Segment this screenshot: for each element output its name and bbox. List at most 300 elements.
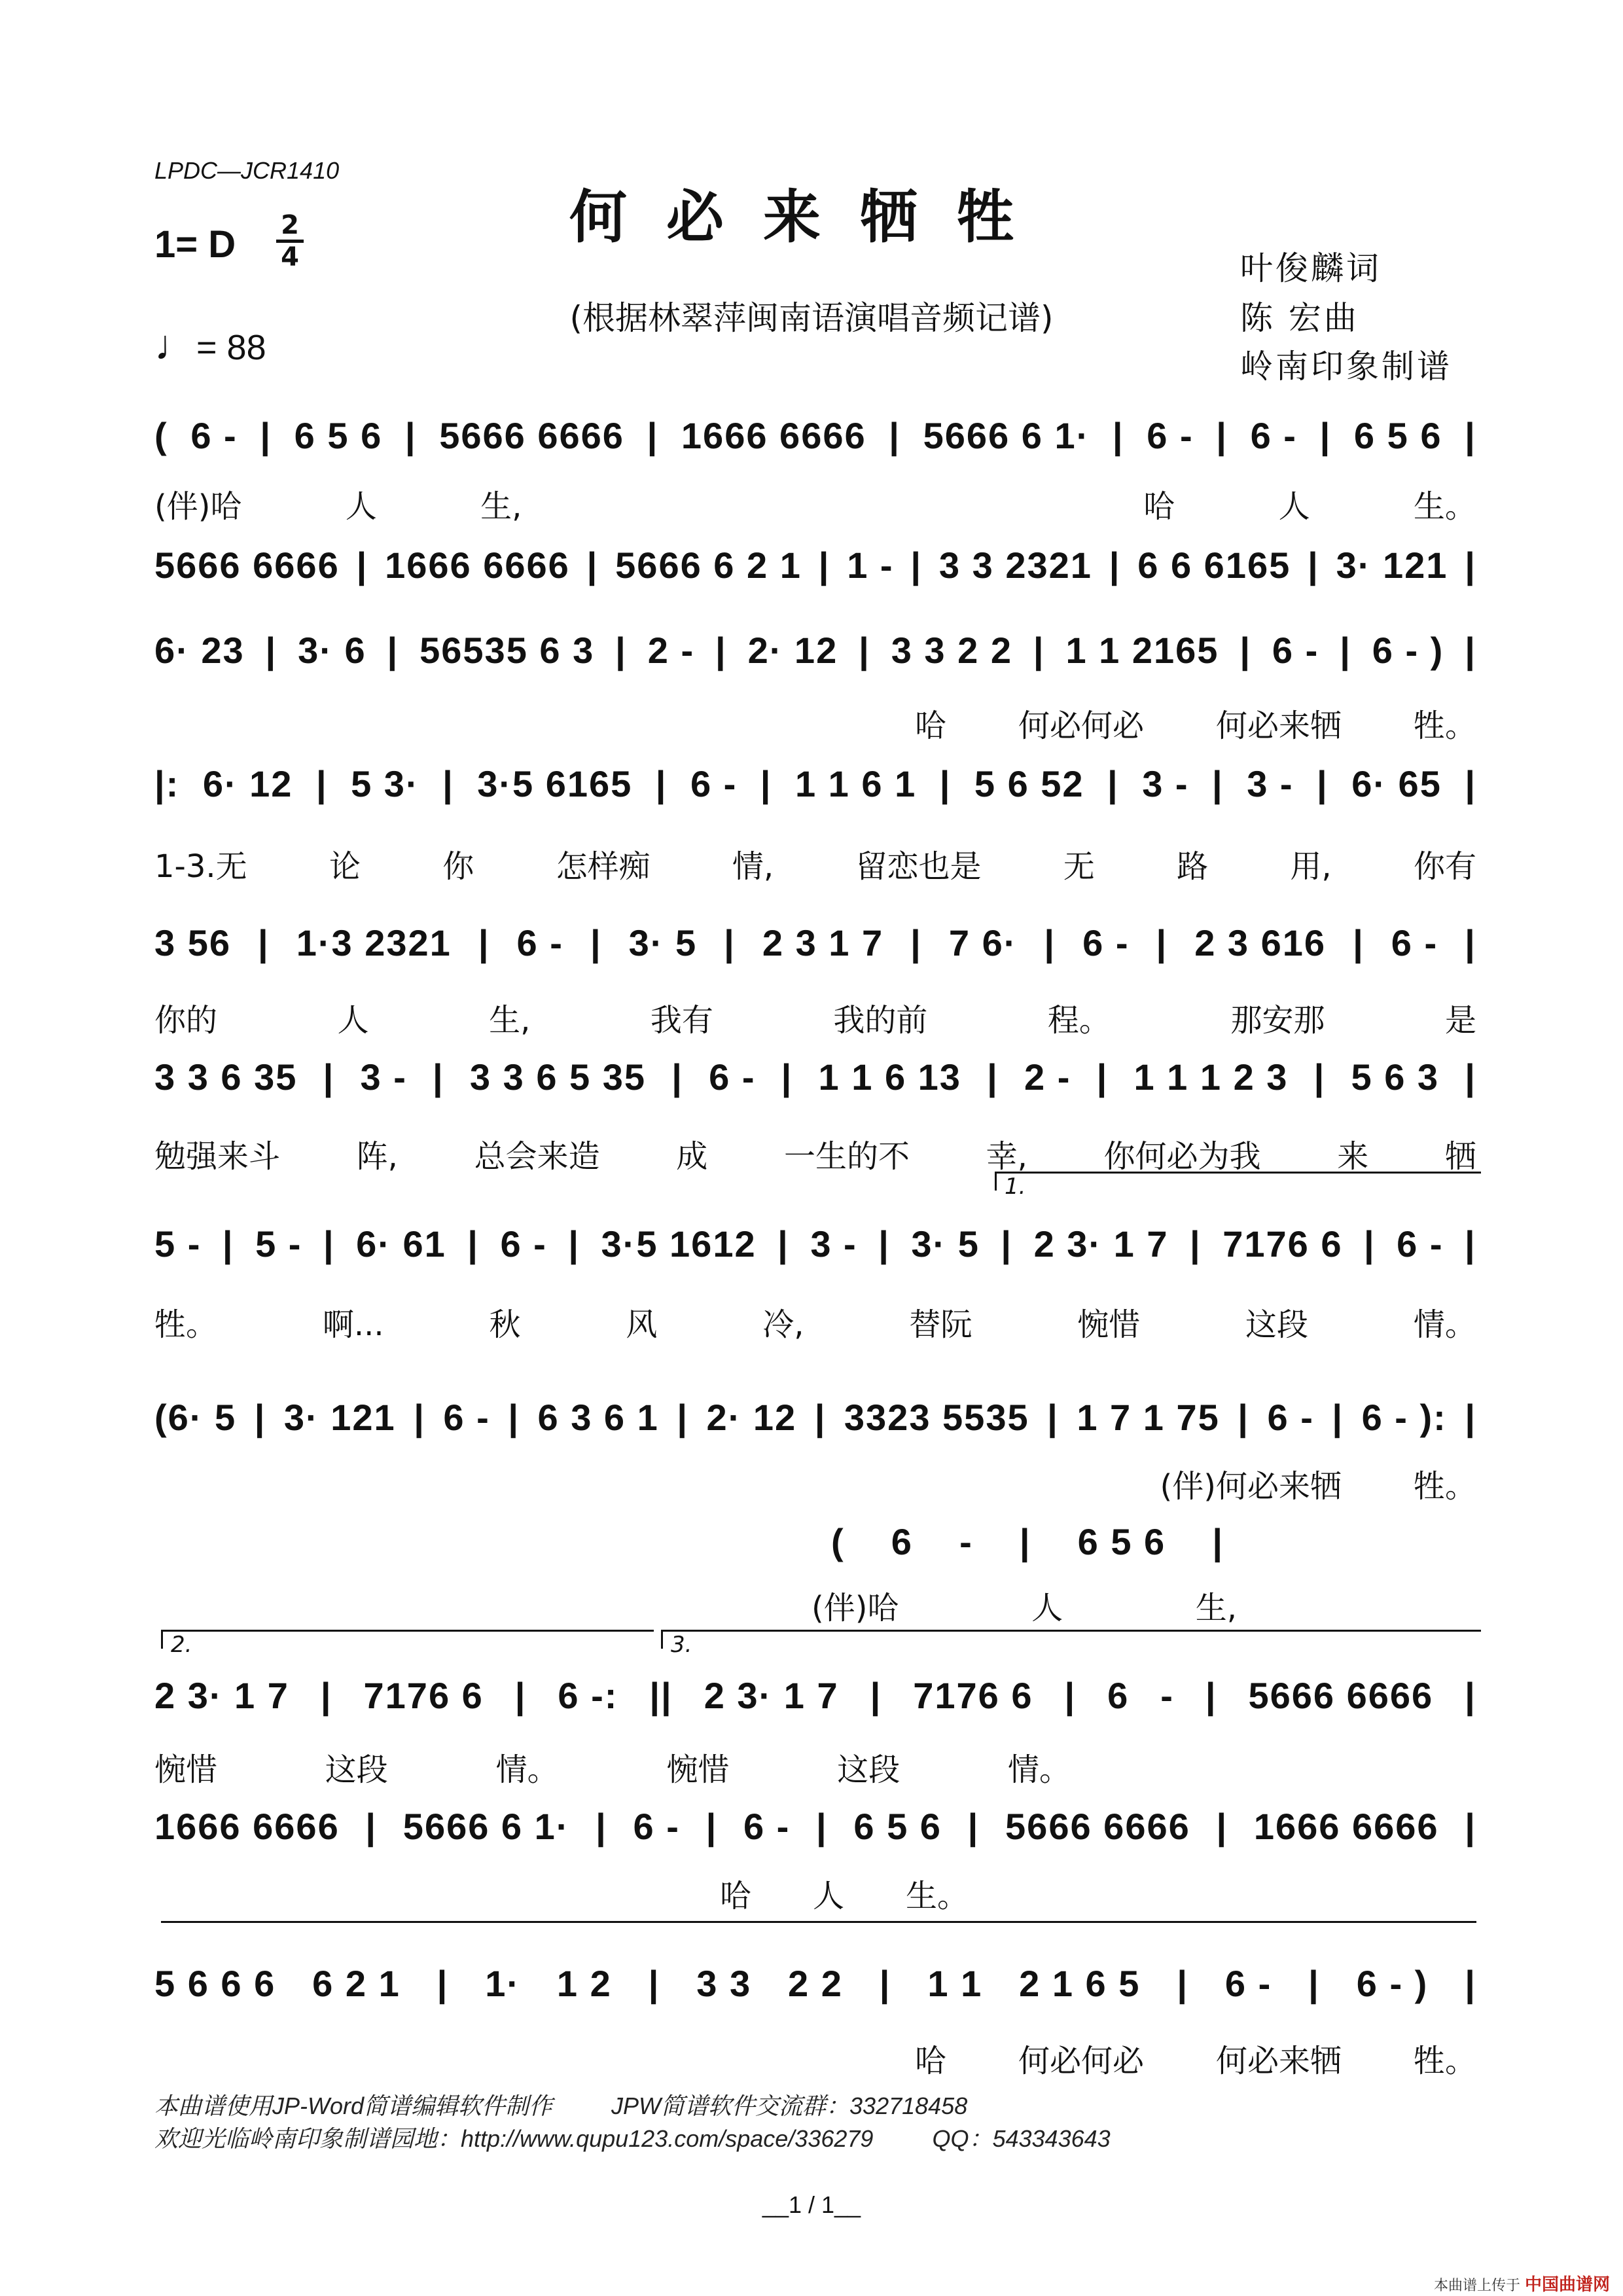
lyric-word: 来: [1337, 1138, 1369, 1175]
barline: |: [356, 544, 368, 586]
tempo-value: = 88: [196, 328, 266, 367]
barline: |: [254, 1396, 266, 1438]
score-row-9: [831, 1512, 1224, 1571]
note-group: 6 -: [1147, 414, 1194, 456]
lyric-word: 无: [1063, 848, 1095, 885]
note-group: 7176 6: [913, 1674, 1033, 1716]
group-credit: JPW简谱软件交流群：332718458: [611, 2092, 968, 2119]
lyric-word: 幸,: [986, 1138, 1027, 1175]
lyric-word: 何必何必: [1018, 708, 1144, 744]
lyrics-row-4: [154, 841, 1476, 886]
lyric-word: 人: [345, 488, 377, 525]
note-group: 3· 121: [283, 1396, 396, 1438]
note-group: 5666 6 1·: [923, 414, 1090, 456]
lyrics-row-1: [154, 481, 1476, 526]
final-bracket: [161, 1921, 1476, 1940]
lyric-word: 阵,: [356, 1138, 398, 1175]
barline: |: [442, 762, 454, 804]
lyric-word: 生,: [1195, 1590, 1237, 1626]
barline: |: [705, 1805, 718, 1847]
barline: |: [514, 1674, 527, 1716]
barline: |: [320, 1674, 332, 1716]
notes-row-9: [831, 1520, 1224, 1563]
notes-row-5: [154, 922, 1476, 964]
barline: |: [1001, 1223, 1013, 1265]
note-group: 7176 6: [363, 1674, 484, 1716]
lyric-word: 人: [337, 1002, 369, 1039]
note-group: 2 2: [788, 1962, 843, 2004]
lyric-word: 冷,: [762, 1306, 804, 1343]
barline: |: [1212, 762, 1224, 804]
lyric-word: 替阮: [909, 1306, 972, 1343]
lyric-word: 总会来造: [474, 1138, 600, 1175]
note-group: (: [154, 414, 168, 456]
score-row-1: [154, 406, 1476, 465]
note-group: 6 5 6: [1353, 414, 1442, 456]
lyric-word: 你: [442, 848, 474, 885]
page-number: __1 / 1__: [762, 2191, 861, 2218]
volta-3: 3.: [661, 1630, 1481, 1649]
note-group: 6: [891, 1520, 913, 1562]
barline: |: [910, 922, 922, 963]
note-group: 5 -: [154, 1223, 202, 1265]
barline: |: [323, 1056, 335, 1098]
note-group: 1 1 6 1: [794, 762, 917, 804]
barline: |: [870, 1674, 882, 1716]
note-group: 6 3 6 1: [537, 1396, 659, 1438]
note-group: 5 6 3: [1351, 1056, 1440, 1098]
note-group: 3 3 6 5 35: [469, 1056, 647, 1098]
note-group: 6 -: [690, 762, 738, 804]
barline: |: [1465, 544, 1476, 586]
lyric-word: 何必何必: [1018, 2043, 1144, 2079]
barline: |: [222, 1223, 234, 1265]
barline: |: [1465, 1962, 1476, 2004]
notes-row-12: [154, 1962, 1476, 2005]
lyric-word: 牲。: [1413, 2043, 1476, 2079]
note-group: 6 -: [1082, 922, 1130, 963]
barline: |: [387, 629, 399, 671]
barline: |: [1308, 1962, 1320, 2004]
lyric-word: 留恋也是: [855, 848, 982, 885]
barline: |: [590, 922, 602, 963]
barline: |: [1216, 414, 1228, 456]
notes-row-4: [154, 762, 1476, 805]
lyric-word: 人: [1031, 1590, 1063, 1626]
volta-2: 2.: [161, 1630, 654, 1649]
lyric-word: 牲。: [1413, 708, 1476, 744]
lyric-word: 生。: [905, 1878, 969, 1914]
note-group: 5 -: [255, 1223, 302, 1265]
note-group: 1 7 1 75: [1077, 1396, 1220, 1438]
lyrics-row-12: [154, 2036, 1476, 2081]
note-group: 5666 6666: [439, 414, 624, 456]
lyric-word: 牲。: [154, 1306, 218, 1343]
note-group: 5666 6 1·: [402, 1805, 570, 1847]
lyric-word: 路: [1177, 848, 1209, 885]
barline: |: [1109, 544, 1121, 586]
barline: |: [1044, 922, 1056, 963]
lyric-word: 风: [626, 1306, 658, 1343]
barline: |: [1107, 762, 1119, 804]
lyric-word: 牲。: [1413, 1468, 1476, 1505]
barline: |: [568, 1223, 580, 1265]
note-group: 3 -: [1142, 762, 1189, 804]
barline: |: [724, 922, 736, 963]
barline: |: [478, 922, 490, 963]
note-group: 1 -: [847, 544, 894, 586]
footer-line-1: [154, 2088, 967, 2121]
barline: |: [1033, 629, 1045, 671]
barline: |: [414, 1396, 425, 1438]
note-group: 3 -: [1247, 762, 1294, 804]
note-group: 1 1 2165: [1065, 629, 1219, 671]
barline: |: [859, 629, 870, 671]
barline: |: [760, 762, 772, 804]
barline: |: [1465, 1056, 1476, 1098]
barline: |: [967, 1805, 980, 1847]
lyric-word: 情,: [732, 848, 774, 885]
note-group: 3·5 6165: [477, 762, 633, 804]
lyric-word: 情。: [1413, 1306, 1476, 1343]
note-group: 5666 6666: [1005, 1805, 1190, 1847]
barline: |: [1096, 1056, 1109, 1098]
note-group: 5 6 6 6: [154, 1962, 276, 2004]
lyric-word: 人: [1278, 488, 1310, 525]
barline: |:: [154, 762, 180, 804]
note-group: 6· 12: [202, 762, 293, 804]
note-group: 3 3 2321: [938, 544, 1092, 586]
barline: |: [1465, 1223, 1476, 1265]
note-group: 6 5 6: [853, 1805, 942, 1847]
note-group: 6 -: [1250, 414, 1297, 456]
lyric-word: 哈: [720, 1878, 752, 1914]
barline: |: [1465, 922, 1476, 963]
barline: |: [615, 629, 627, 671]
barline: |: [433, 1056, 444, 1098]
qq-credit: QQ：543343643: [932, 2125, 1111, 2152]
lyric-word: 生。: [1413, 488, 1476, 525]
quarter-note-icon: ♩: [154, 321, 196, 368]
note-group: 3 3 6 35: [154, 1056, 298, 1098]
note-group: 2 3· 1 7: [1033, 1223, 1169, 1265]
barline: |: [1465, 1674, 1476, 1716]
lyric-word: 何必来牺: [1215, 2043, 1342, 2079]
lyric-word: 秋: [489, 1306, 521, 1343]
software-credit: 本曲谱使用JP-Word简谱编辑软件制作: [154, 2092, 553, 2119]
barline: |: [715, 629, 727, 671]
barline: ||: [649, 1674, 673, 1716]
note-group: (6· 5: [154, 1396, 237, 1438]
barline: |: [814, 1396, 827, 1438]
score-row-10: [154, 1666, 1476, 1725]
lyric-word: 啊...: [322, 1306, 384, 1343]
lyrics-row-9: [812, 1583, 1237, 1628]
lyric-word: 何必来牺: [1215, 708, 1342, 744]
notes-row-7: [154, 1223, 1476, 1265]
lyrics-row-3: [154, 700, 1476, 745]
barline: |: [1340, 629, 1351, 671]
barline: |: [1216, 1805, 1228, 1847]
barline: |: [1238, 1396, 1249, 1438]
score-row-3: [154, 620, 1476, 679]
subtitle: (根据林翠萍闽南语演唱音频记谱): [569, 299, 1054, 337]
note-group: 6 -:: [558, 1674, 618, 1716]
note-group: 3 56: [154, 922, 231, 963]
time-bottom: 4: [281, 242, 299, 272]
note-group: 6 -: [633, 1805, 680, 1847]
barline: |: [889, 414, 901, 456]
barline: |: [260, 414, 272, 456]
lyric-word: 1-3.无: [154, 848, 247, 885]
lyric-word: 一生的不: [783, 1138, 910, 1175]
barline: |: [365, 1805, 378, 1847]
volta-1: 1.: [995, 1172, 1481, 1191]
barline: |: [1308, 544, 1319, 586]
key-signature: 1= D: [154, 223, 236, 266]
note-group: 2 -: [1024, 1056, 1071, 1098]
lyric-word: 这段: [837, 1751, 901, 1788]
note-group: 3·5 1612: [601, 1223, 757, 1265]
note-group: 2 3· 1 7: [704, 1674, 839, 1716]
note-group: 1 1: [927, 1962, 983, 2004]
note-group: 2 3 1 7: [762, 922, 884, 963]
score-row-4: [154, 754, 1476, 813]
note-group: 5 6 52: [974, 762, 1084, 804]
song-title: 何必来牺牲: [569, 183, 1054, 251]
lyric-word: 惋惜: [666, 1751, 730, 1788]
score-row-12: [154, 1954, 1476, 2013]
footer-line-2: [154, 2121, 1111, 2154]
note-group: 6 - ): [1356, 1962, 1429, 2004]
barline: |: [1205, 1674, 1217, 1716]
note-group: 6: [1107, 1674, 1130, 1716]
lyric-word: 勉强来斗: [154, 1138, 281, 1175]
note-group: 5666 6666: [1248, 1674, 1434, 1716]
barline: |: [987, 1056, 999, 1098]
note-group: 6· 61: [356, 1223, 446, 1265]
lyric-word: 哈: [1143, 488, 1175, 525]
barline: |: [655, 762, 668, 804]
score-row-6: [154, 1047, 1476, 1106]
score-row-5: [154, 913, 1476, 972]
note-group: 6 5 6: [1077, 1520, 1166, 1562]
note-group: (: [831, 1520, 845, 1562]
barline: |: [1212, 1520, 1224, 1562]
barline: |: [1156, 922, 1168, 963]
notes-row-2: [154, 544, 1476, 586]
barline: |: [818, 544, 830, 586]
note-group: 6 -: [743, 1805, 791, 1847]
note-group: 3 3: [696, 1962, 752, 2004]
lyric-word: 情。: [1007, 1751, 1071, 1788]
note-group: 5666 6 2 1: [615, 544, 802, 586]
note-group: 3 -: [360, 1056, 407, 1098]
barline: |: [1019, 1520, 1031, 1562]
note-group: 2 3· 1 7: [154, 1674, 289, 1716]
notes-row-8: [154, 1396, 1476, 1439]
note-group: 3· 121: [1336, 544, 1448, 586]
lyric-word: 那安那: [1230, 1002, 1325, 1039]
lyric-word: 你有: [1413, 848, 1476, 885]
barline: |: [777, 1223, 789, 1265]
note-group: 1 1 1 2 3: [1133, 1056, 1289, 1098]
lyric-word: (伴)哈: [812, 1590, 899, 1626]
score-row-7: [154, 1214, 1476, 1273]
lyrics-row-11: [720, 1871, 969, 1916]
note-group: 56535 6 3: [419, 629, 595, 671]
barline: |: [323, 1223, 335, 1265]
barline: |: [878, 1223, 890, 1265]
barline: |: [647, 414, 659, 456]
score-row-8: [154, 1388, 1476, 1446]
note-group: 1666 6666: [385, 544, 570, 586]
barline: |: [315, 762, 328, 804]
notes-row-11: [154, 1805, 1476, 1848]
notes-row-6: [154, 1056, 1476, 1098]
lyric-word: 哈: [914, 708, 946, 744]
note-group: 2· 12: [747, 629, 838, 671]
lyric-word: 论: [329, 848, 361, 885]
note-group: 3· 5: [911, 1223, 980, 1265]
note-group: 1 2: [556, 1962, 612, 2004]
note-group: 6 -: [443, 1396, 490, 1438]
note-group: 1·: [485, 1962, 521, 2004]
barline: |: [939, 762, 952, 804]
site-logo: 中国曲谱网: [1524, 2275, 1610, 2295]
note-group: -: [959, 1520, 973, 1562]
note-group: 3 -: [810, 1223, 857, 1265]
time-signature: [274, 211, 306, 272]
barline: |: [1353, 922, 1364, 963]
barline: |: [1465, 629, 1476, 671]
lyric-word: 情。: [495, 1751, 559, 1788]
notes-row-3: [154, 629, 1476, 672]
time-top: 2: [281, 210, 299, 240]
lyrics-row-7: [154, 1299, 1476, 1344]
lyric-word: 牺: [1444, 1138, 1476, 1175]
note-group: 1·3 2321: [296, 922, 452, 963]
lyric-word: 这段: [1245, 1306, 1309, 1343]
note-group: 6 -: [1391, 922, 1438, 963]
note-group: 7176 6: [1222, 1223, 1343, 1265]
note-group: 3· 6: [298, 629, 366, 671]
note-group: 6 -: [500, 1223, 547, 1265]
lyric-word: 哈: [914, 2043, 946, 2079]
lyric-word: 生,: [489, 1002, 531, 1039]
barline: |: [1317, 762, 1329, 804]
barline: |: [1064, 1674, 1077, 1716]
lyric-word: 人: [812, 1878, 844, 1914]
lyric-word: (伴)何必来牺: [1160, 1468, 1342, 1505]
lyric-word: 你的: [154, 1002, 218, 1039]
note-group: 1 1 6 13: [818, 1056, 961, 1098]
barline: |: [1047, 1396, 1059, 1438]
note-group: 6 - ):: [1361, 1396, 1447, 1438]
lyric-word: 怎样痴: [556, 848, 651, 885]
note-group: 5666 6666: [154, 544, 340, 586]
note-group: 6 -: [516, 922, 563, 963]
barline: |: [648, 1962, 660, 2004]
notes-row-10: [154, 1674, 1476, 1717]
lyric-word: 成: [676, 1138, 708, 1175]
note-group: 2 3 616: [1194, 922, 1327, 963]
barline: |: [265, 629, 277, 671]
barline: |: [596, 1805, 607, 1847]
note-group: 6· 65: [1351, 762, 1442, 804]
lyrics-row-8: [154, 1461, 1476, 1506]
barline: |: [258, 922, 270, 963]
barline: |: [816, 1805, 828, 1847]
barline: |: [467, 1223, 479, 1265]
score-row-11: [154, 1797, 1476, 1856]
note-group: 6 -: [1224, 1962, 1272, 2004]
note-group: 5 3·: [351, 762, 419, 804]
lyrics-row-10: [154, 1744, 1071, 1789]
lyric-word: 我的前: [833, 1002, 928, 1039]
lyricist-credit: 叶俊麟词: [1240, 249, 1382, 287]
barline: |: [879, 1962, 891, 2004]
note-group: 2 1 6 5: [1019, 1962, 1141, 2004]
barline: |: [437, 1962, 449, 2004]
note-group: 3323 5535: [844, 1396, 1029, 1438]
barline: |: [1190, 1223, 1202, 1265]
note-group: 3· 5: [628, 922, 698, 963]
barline: |: [1465, 1805, 1476, 1847]
note-group: 1666 6666: [681, 414, 866, 456]
lyric-word: 惋惜: [1077, 1306, 1141, 1343]
barline: |: [1177, 1962, 1188, 2004]
notes-row-1: [154, 414, 1476, 457]
note-group: 7 6·: [948, 922, 1018, 963]
note-group: 6 -: [190, 414, 238, 456]
lyrics-row-6: [154, 1131, 1476, 1176]
barline: |: [910, 544, 923, 586]
note-group: 1666 6666: [154, 1805, 340, 1847]
barline: |: [1465, 1396, 1476, 1438]
note-group: 6 2 1: [312, 1962, 401, 2004]
note-group: 6 - ): [1372, 629, 1444, 671]
barline: |: [781, 1056, 793, 1098]
arranger-credit: 岭南印象制谱: [1240, 348, 1452, 386]
composer-credit: 陈 宏曲: [1240, 299, 1359, 337]
note-group: 3 3 2 2: [891, 629, 1012, 671]
note-group: 2 -: [647, 629, 695, 671]
lyric-word: 我有: [650, 1002, 713, 1039]
score-row-2: [154, 535, 1476, 594]
note-group: 6 5 6: [294, 414, 383, 456]
lyrics-row-5: [154, 995, 1476, 1040]
lyric-word: 这段: [325, 1751, 388, 1788]
note-group: 6 -: [1267, 1396, 1314, 1438]
barline: |: [508, 1396, 520, 1438]
note-group: 6 -: [1397, 1223, 1444, 1265]
barline: |: [1313, 1056, 1326, 1098]
lyric-word: 是: [1444, 1002, 1476, 1039]
lyric-word: 用,: [1290, 848, 1332, 885]
barline: |: [677, 1396, 688, 1438]
barline: |: [1465, 414, 1476, 456]
lyric-word: (伴)哈: [154, 488, 242, 525]
website-credit: 欢迎光临岭南印象制谱园地：http://www.qupu123.com/space/336279: [154, 2125, 874, 2152]
barline: |: [1112, 414, 1124, 456]
barline: |: [671, 1056, 683, 1098]
lyric-word: 程。: [1047, 1002, 1111, 1039]
lyric-word: 生,: [480, 488, 522, 525]
barline: |: [404, 414, 417, 456]
score-code: LPDC—JCR1410: [154, 157, 340, 184]
barline: |: [1363, 1223, 1376, 1265]
